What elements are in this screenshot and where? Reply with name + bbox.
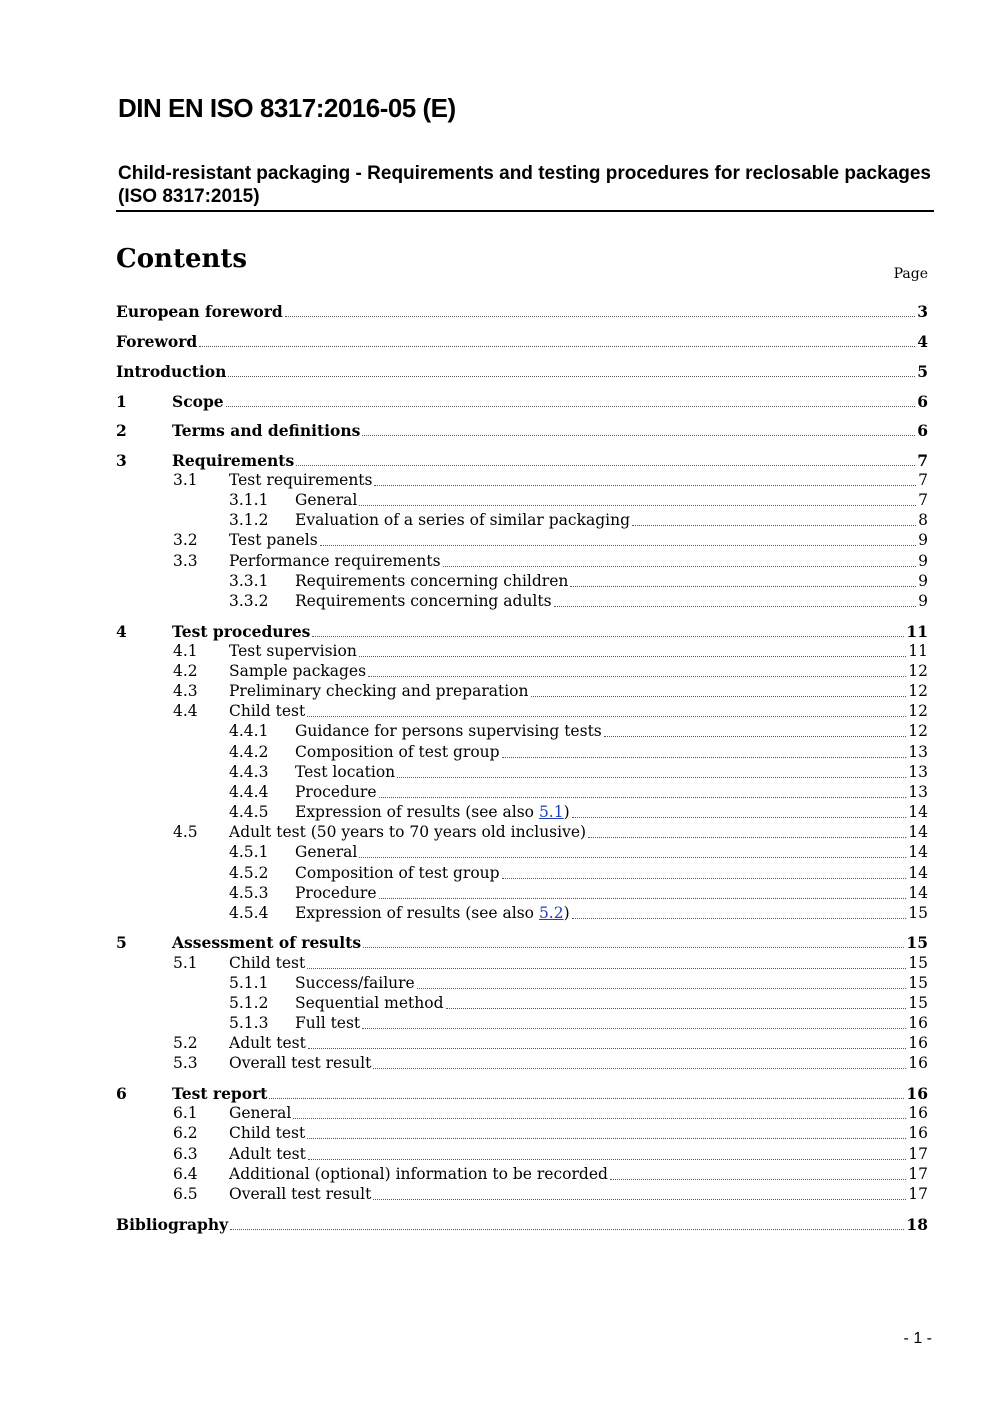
toc-entry-4-5-4[interactable]: [229, 904, 928, 924]
toc-title: Adult test: [229, 1034, 306, 1052]
toc-number: 5.1: [173, 954, 198, 972]
toc-page: 16: [908, 1124, 928, 1142]
toc-title: Child test: [229, 954, 306, 972]
toc-title: Test requirements: [229, 471, 373, 489]
toc-title: Overall test result: [229, 1054, 372, 1072]
page-column-label: Page: [893, 266, 928, 282]
toc-page: 7: [918, 491, 928, 509]
toc-number: 4.4: [173, 702, 198, 720]
toc-title: Guidance for persons supervising tests: [295, 722, 602, 740]
toc-page: 8: [918, 511, 928, 529]
toc-leader: [588, 836, 906, 838]
toc-number: 4: [116, 622, 127, 641]
toc-leader: [373, 1067, 906, 1069]
toc-leader: [554, 605, 917, 607]
toc-leader: [296, 464, 915, 466]
toc-entry-4-4-5[interactable]: [229, 803, 928, 823]
toc-number: 4.5.2: [229, 864, 269, 882]
toc-number: 5.1.2: [229, 994, 269, 1012]
toc-number: 3.3.2: [229, 592, 269, 610]
toc-leader: [362, 1027, 906, 1029]
toc-title: Procedure: [295, 783, 377, 801]
toc-leader: [226, 405, 916, 407]
cross-reference-link[interactable]: 5.2: [538, 904, 564, 922]
toc-title: Requirements concerning children: [295, 572, 569, 590]
toc-number: 4.4.4: [229, 783, 269, 801]
toc-entry-4-5-3[interactable]: [229, 884, 928, 904]
toc-number: 4.4.5: [229, 803, 269, 821]
toc-title: [295, 803, 570, 821]
toc-number: 4.4.2: [229, 743, 269, 761]
toc-number: 4.4.3: [229, 763, 269, 781]
toc-title: Overall test result: [229, 1185, 372, 1203]
toc-leader: [604, 735, 907, 737]
toc-entry-4-1[interactable]: [173, 642, 928, 662]
toc-number: 1: [116, 392, 127, 411]
toc-leader: [359, 856, 906, 858]
toc-entry-3-3[interactable]: [173, 552, 928, 572]
toc-title: [295, 904, 570, 922]
toc-page: 14: [908, 843, 928, 861]
toc-title: Test report: [172, 1084, 268, 1103]
toc-page: 15: [906, 933, 928, 952]
toc-title: Assessment of results: [172, 933, 362, 952]
toc-title: Sample packages: [229, 662, 367, 680]
toc-entry-6[interactable]: [116, 1084, 928, 1104]
toc-entry-foreword[interactable]: [116, 332, 928, 352]
toc-leader: [307, 1137, 906, 1139]
toc-page: 16: [908, 1054, 928, 1072]
toc-number: 3.2: [173, 531, 198, 549]
toc-page: 9: [918, 531, 928, 549]
toc-number: 4.5.1: [229, 843, 269, 861]
toc-title: Bibliography: [116, 1215, 229, 1234]
toc-page: 12: [908, 702, 928, 720]
toc-leader: [632, 524, 916, 526]
toc-title: Full test: [295, 1014, 361, 1032]
toc-number: 6.5: [173, 1185, 198, 1203]
toc-leader: [293, 1117, 906, 1119]
toc-page: 13: [908, 783, 928, 801]
toc-page: 13: [908, 763, 928, 781]
toc-title: European foreword: [116, 302, 283, 321]
toc-title: Performance requirements: [229, 552, 441, 570]
toc-leader: [228, 375, 915, 377]
toc-title: Test procedures: [172, 622, 311, 641]
toc-entry-5[interactable]: [116, 933, 928, 953]
toc-entry-3-3-2[interactable]: [229, 592, 928, 612]
toc-page: 18: [906, 1215, 928, 1234]
toc-number: 4.2: [173, 662, 198, 680]
toc-number: 6: [116, 1084, 127, 1103]
title-rule: [116, 210, 934, 212]
toc-leader: [572, 917, 907, 919]
toc-number: 3.3.1: [229, 572, 269, 590]
toc-entry-6-5[interactable]: [173, 1185, 928, 1205]
toc-number: 6.3: [173, 1145, 198, 1163]
toc-page: 17: [908, 1185, 928, 1203]
toc-page: 6: [917, 392, 928, 411]
toc-page: 16: [908, 1104, 928, 1122]
toc-number: 4.5: [173, 823, 198, 841]
toc-title: Foreword: [116, 332, 198, 351]
toc-leader: [308, 1047, 906, 1049]
toc-page: 15: [908, 974, 928, 992]
toc-entry-3-3-1[interactable]: [229, 572, 928, 592]
toc-number: 6.4: [173, 1165, 198, 1183]
toc-number: 3.3: [173, 552, 198, 570]
toc-leader: [312, 635, 904, 637]
toc-leader: [269, 1097, 904, 1099]
toc-page: 16: [908, 1014, 928, 1032]
toc-title: General: [229, 1104, 292, 1122]
toc-number: 4.5.4: [229, 904, 269, 922]
toc-leader: [320, 544, 916, 546]
toc-page: 9: [918, 572, 928, 590]
toc-entry-3[interactable]: [116, 451, 928, 471]
toc-title: Success/failure: [295, 974, 415, 992]
toc-entry-4-3[interactable]: [173, 682, 928, 702]
toc-entry-1[interactable]: [116, 392, 928, 412]
toc-page: 11: [906, 622, 928, 641]
toc-number: 4.3: [173, 682, 198, 700]
toc-leader: [531, 695, 907, 697]
toc-page: 9: [918, 592, 928, 610]
toc-entry-6-3[interactable]: [173, 1145, 928, 1165]
toc-entry-3-1-1[interactable]: [229, 491, 928, 511]
toc-entry-4-4-1[interactable]: [229, 722, 928, 742]
toc-number: 3.1.1: [229, 491, 269, 509]
toc-entry-5-1[interactable]: [173, 954, 928, 974]
document-id: DIN EN ISO 8317:2016-05 (E): [118, 93, 456, 123]
toc-leader: [359, 655, 906, 657]
toc-leader: [443, 565, 917, 567]
toc-page: 15: [908, 954, 928, 972]
toc-title-text: Expression of results (see also: [295, 803, 539, 821]
toc-page: 16: [906, 1084, 928, 1103]
toc-entry-3-1[interactable]: [173, 471, 928, 491]
toc-title: Additional (optional) information to be recorded: [229, 1165, 608, 1183]
toc-page: 14: [908, 803, 928, 821]
toc-title: Adult test: [229, 1145, 306, 1163]
toc-page: 11: [908, 642, 928, 660]
toc-entry-5-3[interactable]: [173, 1054, 928, 1074]
toc-number: 3.1: [173, 471, 198, 489]
toc-leader: [379, 796, 907, 798]
toc-entry-5-1-3[interactable]: [229, 1014, 928, 1034]
toc-number: 4.1: [173, 642, 198, 660]
toc-title: Requirements: [172, 451, 295, 470]
toc-leader: [285, 315, 915, 317]
toc-page: 3: [917, 302, 928, 321]
toc-leader: [379, 897, 907, 899]
toc-page: 15: [908, 994, 928, 1012]
toc-title: Procedure: [295, 884, 377, 902]
toc-page: 14: [908, 864, 928, 882]
toc-title-tail: ): [563, 803, 570, 821]
toc-page: 7: [917, 451, 928, 470]
toc-page: 14: [908, 823, 928, 841]
toc-leader: [363, 946, 904, 948]
toc-title: Test panels: [229, 531, 318, 549]
toc-leader: [368, 675, 906, 677]
toc-title: General: [295, 843, 358, 861]
toc-leader: [359, 504, 916, 506]
toc-leader: [307, 715, 906, 717]
toc-number: 5.3: [173, 1054, 198, 1072]
toc-page: 9: [918, 552, 928, 570]
toc-entry-6-1[interactable]: [173, 1104, 928, 1124]
toc-leader: [610, 1178, 906, 1180]
toc-title: Child test: [229, 702, 306, 720]
page-number: - 1 -: [903, 1330, 932, 1347]
toc-page: 6: [917, 421, 928, 440]
toc-page: 15: [908, 904, 928, 922]
toc-title: Sequential method: [295, 994, 444, 1012]
toc-title: Scope: [172, 392, 224, 411]
toc-entry-introduction[interactable]: [116, 362, 928, 382]
toc-number: 5: [116, 933, 127, 952]
toc-leader: [199, 345, 915, 347]
toc-number: 2: [116, 421, 127, 440]
toc-leader: [570, 585, 916, 587]
toc-number: 4.5.3: [229, 884, 269, 902]
toc-entry-4[interactable]: [116, 622, 928, 642]
toc-title: Composition of test group: [295, 743, 500, 761]
toc-page: 12: [908, 722, 928, 740]
toc-title: Adult test (50 years to 70 years old inclusive): [229, 823, 587, 841]
toc-entry-5-1-1[interactable]: [229, 974, 928, 994]
toc-title: Composition of test group: [295, 864, 500, 882]
toc-page: 17: [908, 1145, 928, 1163]
toc-entry-bibliography[interactable]: [116, 1215, 928, 1235]
toc-entry-4-4-4[interactable]: [229, 783, 928, 803]
toc-number: 5.2: [173, 1034, 198, 1052]
toc-number: 6.1: [173, 1104, 198, 1122]
toc-page: 7: [918, 471, 928, 489]
document-title: Child-resistant packaging - Requirements and testing procedures for reclosable packages (ISO 8317:2015): [118, 163, 932, 207]
toc-page: 13: [908, 743, 928, 761]
toc-title: Test supervision: [229, 642, 357, 660]
toc-entry-4-4-2[interactable]: [229, 743, 928, 763]
toc-entry-4-2[interactable]: [173, 662, 928, 682]
toc-title: Child test: [229, 1124, 306, 1142]
toc-leader: [502, 877, 907, 879]
toc-entry-4-5-1[interactable]: [229, 843, 928, 863]
toc-title: Preliminary checking and preparation: [229, 682, 529, 700]
toc-entry-4-4[interactable]: [173, 702, 928, 722]
toc-page: 4: [917, 332, 928, 351]
toc-title: Evaluation of a series of similar packaging: [295, 511, 630, 529]
toc-entry-5-1-2[interactable]: [229, 994, 928, 1014]
toc-entry-6-4[interactable]: [173, 1165, 928, 1185]
toc-number: 5.1.3: [229, 1014, 269, 1032]
toc-leader: [502, 756, 907, 758]
toc-leader: [308, 1158, 906, 1160]
toc-leader: [397, 776, 906, 778]
toc-page: 14: [908, 884, 928, 902]
toc-leader: [374, 484, 916, 486]
toc-number: 3.1.2: [229, 511, 269, 529]
toc-page: 5: [917, 362, 928, 381]
toc-leader: [373, 1198, 906, 1200]
toc-entry-5-2[interactable]: [173, 1034, 928, 1054]
toc-page: 16: [908, 1034, 928, 1052]
toc-entry-european-foreword[interactable]: [116, 302, 928, 322]
toc-number: 3: [116, 451, 127, 470]
toc-entry-4-5[interactable]: [173, 823, 928, 843]
toc-title: General: [295, 491, 358, 509]
toc-entry-6-2[interactable]: [173, 1124, 928, 1144]
toc-title: Terms and definitions: [172, 421, 361, 440]
toc-page: 12: [908, 662, 928, 680]
toc-entry-3-2[interactable]: [173, 531, 928, 551]
toc-title: Introduction: [116, 362, 227, 381]
toc-page: 17: [908, 1165, 928, 1183]
toc-entry-3-1-2[interactable]: [229, 511, 928, 531]
toc-page: 12: [908, 682, 928, 700]
toc-entry-2[interactable]: [116, 421, 928, 441]
toc-leader: [446, 1007, 907, 1009]
toc-entry-4-5-2[interactable]: [229, 864, 928, 884]
toc-entry-4-4-3[interactable]: [229, 763, 928, 783]
toc-title-tail: ): [563, 904, 570, 922]
cross-reference-link[interactable]: 5.1: [538, 803, 564, 821]
toc-leader: [417, 987, 907, 989]
contents-heading: Contents: [116, 244, 248, 274]
toc-number: 6.2: [173, 1124, 198, 1142]
toc-number: 4.4.1: [229, 722, 269, 740]
toc-title-text: Expression of results (see also: [295, 904, 539, 922]
toc-leader: [230, 1228, 904, 1230]
toc-title: Test location: [295, 763, 396, 781]
toc-number: 5.1.1: [229, 974, 269, 992]
toc-title: Requirements concerning adults: [295, 592, 552, 610]
toc-leader: [572, 816, 907, 818]
toc-leader: [307, 967, 906, 969]
toc-leader: [362, 434, 915, 436]
